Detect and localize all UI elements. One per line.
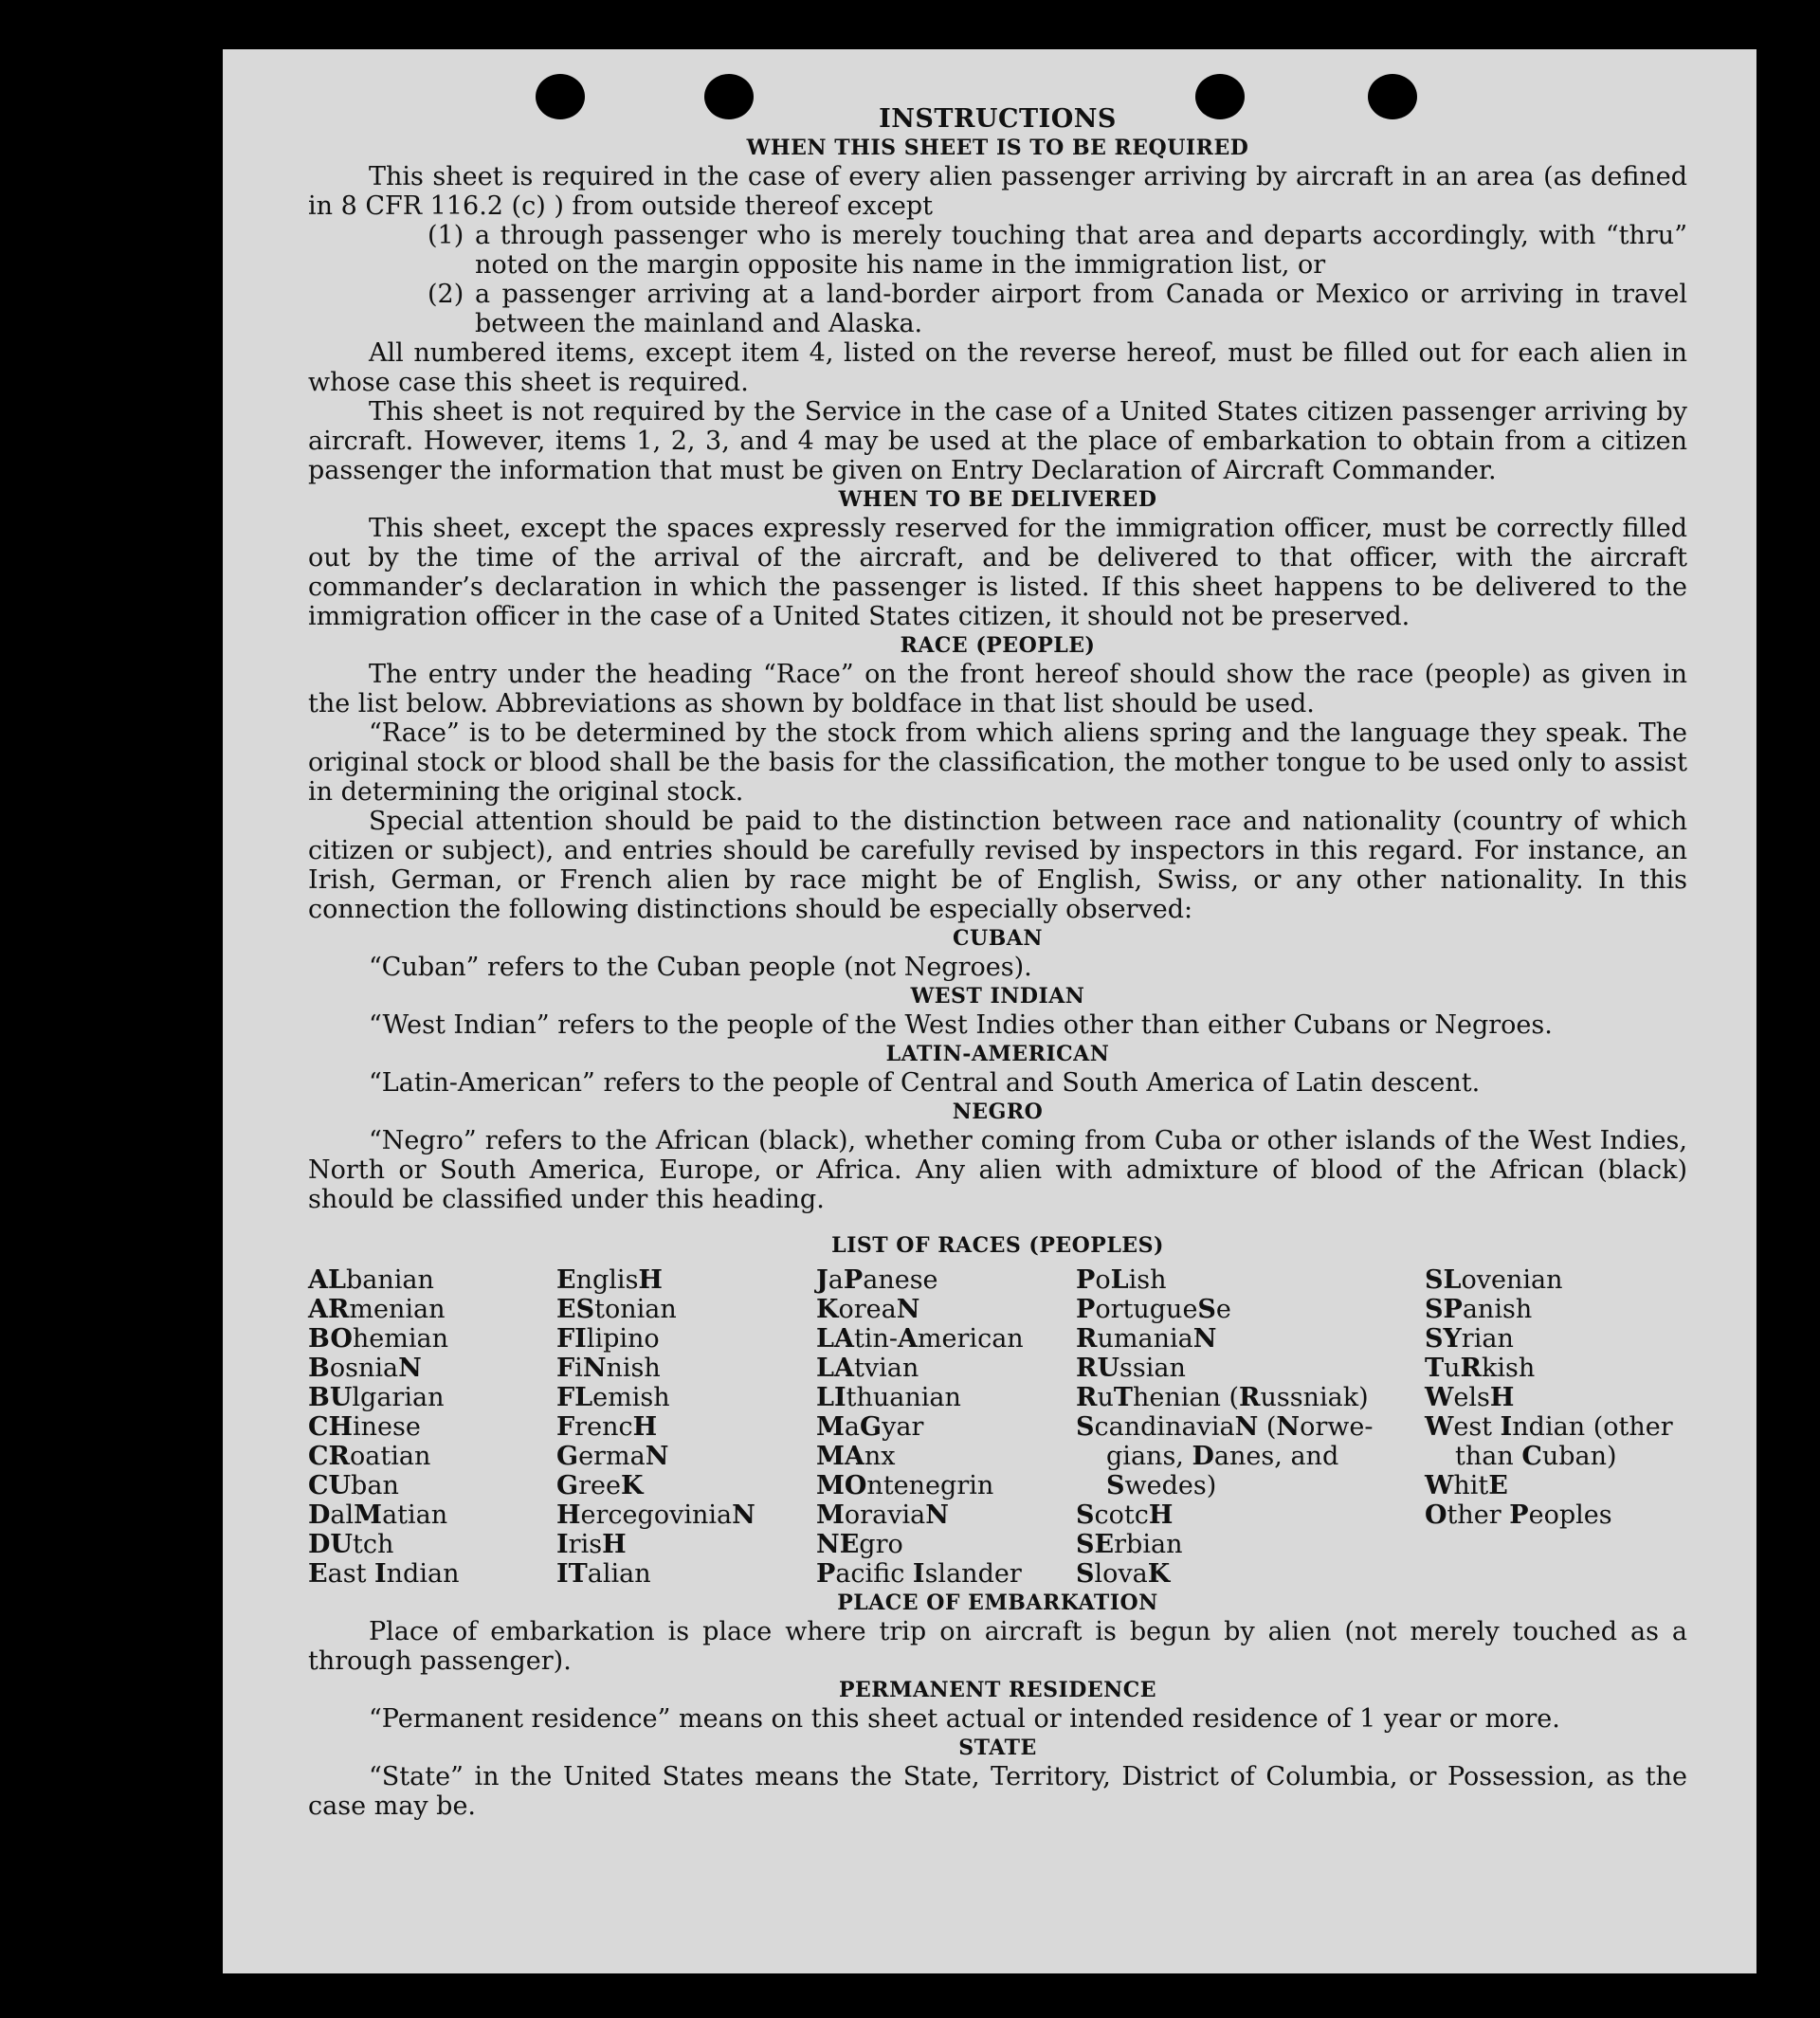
- section-heading-latin-american: LATIN-AMERICAN: [885, 1042, 1110, 1066]
- delivered-paragraph: This sheet, except the spaces expressly reserved for the immigration officer, must be correctly filled out by the time of the arrival of the aircraft, and be delivered to that officer, with the aircraft commander’s declaration in which the passenger is listed. If this sheet happens to be delivered to the immigration officer in the case of a United States citizen, it should not be preserved.: [308, 514, 1687, 631]
- list-item: FLemish: [556, 1383, 670, 1412]
- list-item: SlovaK: [1076, 1559, 1171, 1589]
- section-heading-cuban: CUBAN: [953, 926, 1043, 951]
- state-paragraph: “State” in the United States means the State, Territory, District of Columbia, or Possession, as the case may be.: [308, 1762, 1687, 1821]
- list-item: GreeK: [556, 1471, 644, 1500]
- list-item: SErbian: [1076, 1530, 1183, 1559]
- list-item: Swedes): [1106, 1471, 1217, 1500]
- embarkation-paragraph: Place of embarkation is place where trip on aircraft is begun by alien (not merely touched as a through passenger).: [308, 1617, 1687, 1676]
- list-item: ITalian: [556, 1559, 651, 1589]
- list-item: West Indian (other: [1425, 1412, 1673, 1442]
- list-item: GermaN: [556, 1442, 669, 1471]
- races-column-3: [816, 1265, 1076, 1589]
- list-item: BUlgarian: [308, 1383, 445, 1412]
- list-item: MAnx: [816, 1442, 896, 1471]
- list-item: [308, 221, 1687, 280]
- list-item: CUban: [308, 1471, 399, 1500]
- list-item: FIlipino: [556, 1324, 660, 1354]
- list-item: BosniaN: [308, 1354, 422, 1383]
- required-intro: This sheet is required in the case of every alien passenger arriving by aircraft in an area (as defined in 8 CFR 116.2 (c) ) from outside thereof except: [308, 162, 1687, 221]
- races-column-5: [1425, 1265, 1687, 1589]
- numbered-items-paragraph: All numbered items, except item 4, listed on the reverse hereof, must be filled out for each alien in whose case this sheet is required.: [308, 338, 1687, 397]
- section-heading-state: STATE: [958, 1736, 1037, 1760]
- section-heading-residence: PERMANENT RESIDENCE: [839, 1678, 1156, 1702]
- races-column-2: [556, 1265, 816, 1589]
- list-item-text: a through passenger who is merely touching that area and departs accordingly, with “thru” noted on the margin opposite his name in the immigration list, or: [475, 221, 1687, 280]
- negro-paragraph: “Negro” refers to the African (black), whether coming from Cuba or other islands of the West Indies, North or South America, Europe, or Africa. Any alien with admixture of blood of the African (black) should be classified under this heading.: [308, 1126, 1687, 1214]
- list-item: MaGyar: [816, 1412, 924, 1442]
- list-item: MoraviaN: [816, 1500, 949, 1530]
- race-paragraph-3: Special attention should be paid to the distinction between race and nationality (country of which citizen or subject), and entries should be carefully revised by inspectors in this regard. For instance, an Irish, German, or French alien by race might be of English, Swiss, or any other nationality. In this connection the following distinctions should be especially observed:: [308, 807, 1687, 924]
- section-heading-west-indian: WEST INDIAN: [910, 984, 1085, 1009]
- section-heading-race: RACE (PEOPLE): [900, 633, 1096, 658]
- residence-paragraph: “Permanent residence” means on this sheet actual or intended residence of 1 year or more.: [369, 1704, 1560, 1734]
- list-item: SLovenian: [1425, 1265, 1563, 1295]
- list-item: LAtin-American: [816, 1324, 1024, 1354]
- citizen-paragraph: This sheet is not required by the Service in the case of a United States citizen passenger arriving by aircraft. However, items 1, 2, 3, and 4 may be used at the place of embarkation to obtain from a citizen passenger the information that must be given on Entry Declaration of Aircraft Commander.: [308, 397, 1687, 485]
- race-paragraph-1: The entry under the heading “Race” on the front hereof should show the race (people) as given in the list below. Abbreviations as shown by boldface in that list should be used.: [308, 660, 1687, 718]
- list-item: [308, 280, 1687, 338]
- list-item: ARmenian: [308, 1295, 446, 1324]
- section-heading-required: WHEN THIS SHEET IS TO BE REQUIRED: [746, 136, 1249, 160]
- list-item: CHinese: [308, 1412, 421, 1442]
- cuban-paragraph: “Cuban” refers to the Cuban people (not Negroes).: [369, 953, 1032, 982]
- list-item: EnglisH: [556, 1265, 663, 1295]
- list-item: DUtch: [308, 1530, 394, 1559]
- list-item: WelsH: [1425, 1383, 1515, 1412]
- list-item: WhitE: [1425, 1471, 1508, 1500]
- list-item: FrencH: [556, 1412, 658, 1442]
- list-item: SPanish: [1425, 1295, 1533, 1324]
- page-title: INSTRUCTIONS: [879, 104, 1117, 134]
- list-item: BOhemian: [308, 1324, 448, 1354]
- list-item: NEgro: [816, 1530, 903, 1559]
- latin-american-paragraph: “Latin-American” refers to the people of Central and South America of Latin descent.: [369, 1068, 1481, 1098]
- list-item-text: a passenger arriving at a land-border airport from Canada or Mexico or arriving in travel between the mainland and Alaska.: [475, 280, 1687, 338]
- list-item: Other Peoples: [1425, 1500, 1612, 1530]
- section-heading-races-list: LIST OF RACES (PEOPLES): [831, 1233, 1164, 1258]
- list-item: TuRkish: [1425, 1354, 1536, 1383]
- list-item: PortugueSe: [1076, 1295, 1231, 1324]
- list-item: ScotcH: [1076, 1500, 1174, 1530]
- list-item: SYrian: [1425, 1324, 1514, 1354]
- list-item: RUssian: [1076, 1354, 1186, 1383]
- list-item: East Indian: [308, 1559, 460, 1589]
- list-item: EStonian: [556, 1295, 677, 1324]
- list-item: Pacifc Islander: [816, 1559, 1022, 1589]
- list-item: RumaniaN: [1076, 1324, 1217, 1354]
- list-item: MOntenegrin: [816, 1471, 994, 1500]
- list-item: than Cuban): [1455, 1442, 1617, 1471]
- section-heading-embarkation: PLACE OF EMBARKATION: [837, 1591, 1158, 1615]
- list-item-number: (2): [428, 280, 464, 309]
- list-item: CRoatian: [308, 1442, 431, 1471]
- list-item: gians, Danes, and: [1106, 1442, 1339, 1471]
- list-item: LAtvian: [816, 1354, 919, 1383]
- races-list: [308, 1265, 1687, 1589]
- section-heading-negro: NEGRO: [952, 1100, 1044, 1124]
- list-item: PoLish: [1076, 1265, 1167, 1295]
- list-item: FiNnish: [556, 1354, 661, 1383]
- instructions-content: [308, 104, 1687, 1821]
- list-item: IrisH: [556, 1530, 627, 1559]
- race-paragraph-2: “Race” is to be determined by the stock from which aliens spring and the language they speak. The original stock or blood shall be the basis for the classification, the mother tongue to be used only to assist in determining the original stock.: [308, 718, 1687, 807]
- list-item: LIthuanian: [816, 1383, 961, 1412]
- list-item: RuThenian (Russniak): [1076, 1383, 1369, 1412]
- list-item: KoreaN: [816, 1295, 920, 1324]
- list-item: ALbanian: [308, 1265, 434, 1295]
- races-column-1: [308, 1265, 556, 1589]
- list-item: HercegoviniaN: [556, 1500, 755, 1530]
- list-item: DalMatian: [308, 1500, 448, 1530]
- section-heading-delivered: WHEN TO BE DELIVERED: [838, 487, 1157, 512]
- west-indian-paragraph: “West Indian” refers to the people of the West Indies other than either Cubans or Negroes.: [369, 1010, 1553, 1040]
- document-sheet: [223, 49, 1756, 1973]
- list-item: JaPanese: [816, 1265, 938, 1295]
- list-item: ScandinaviaN (Norwe-: [1076, 1412, 1374, 1442]
- races-column-4: [1076, 1265, 1425, 1589]
- list-item-number: (1): [428, 221, 464, 250]
